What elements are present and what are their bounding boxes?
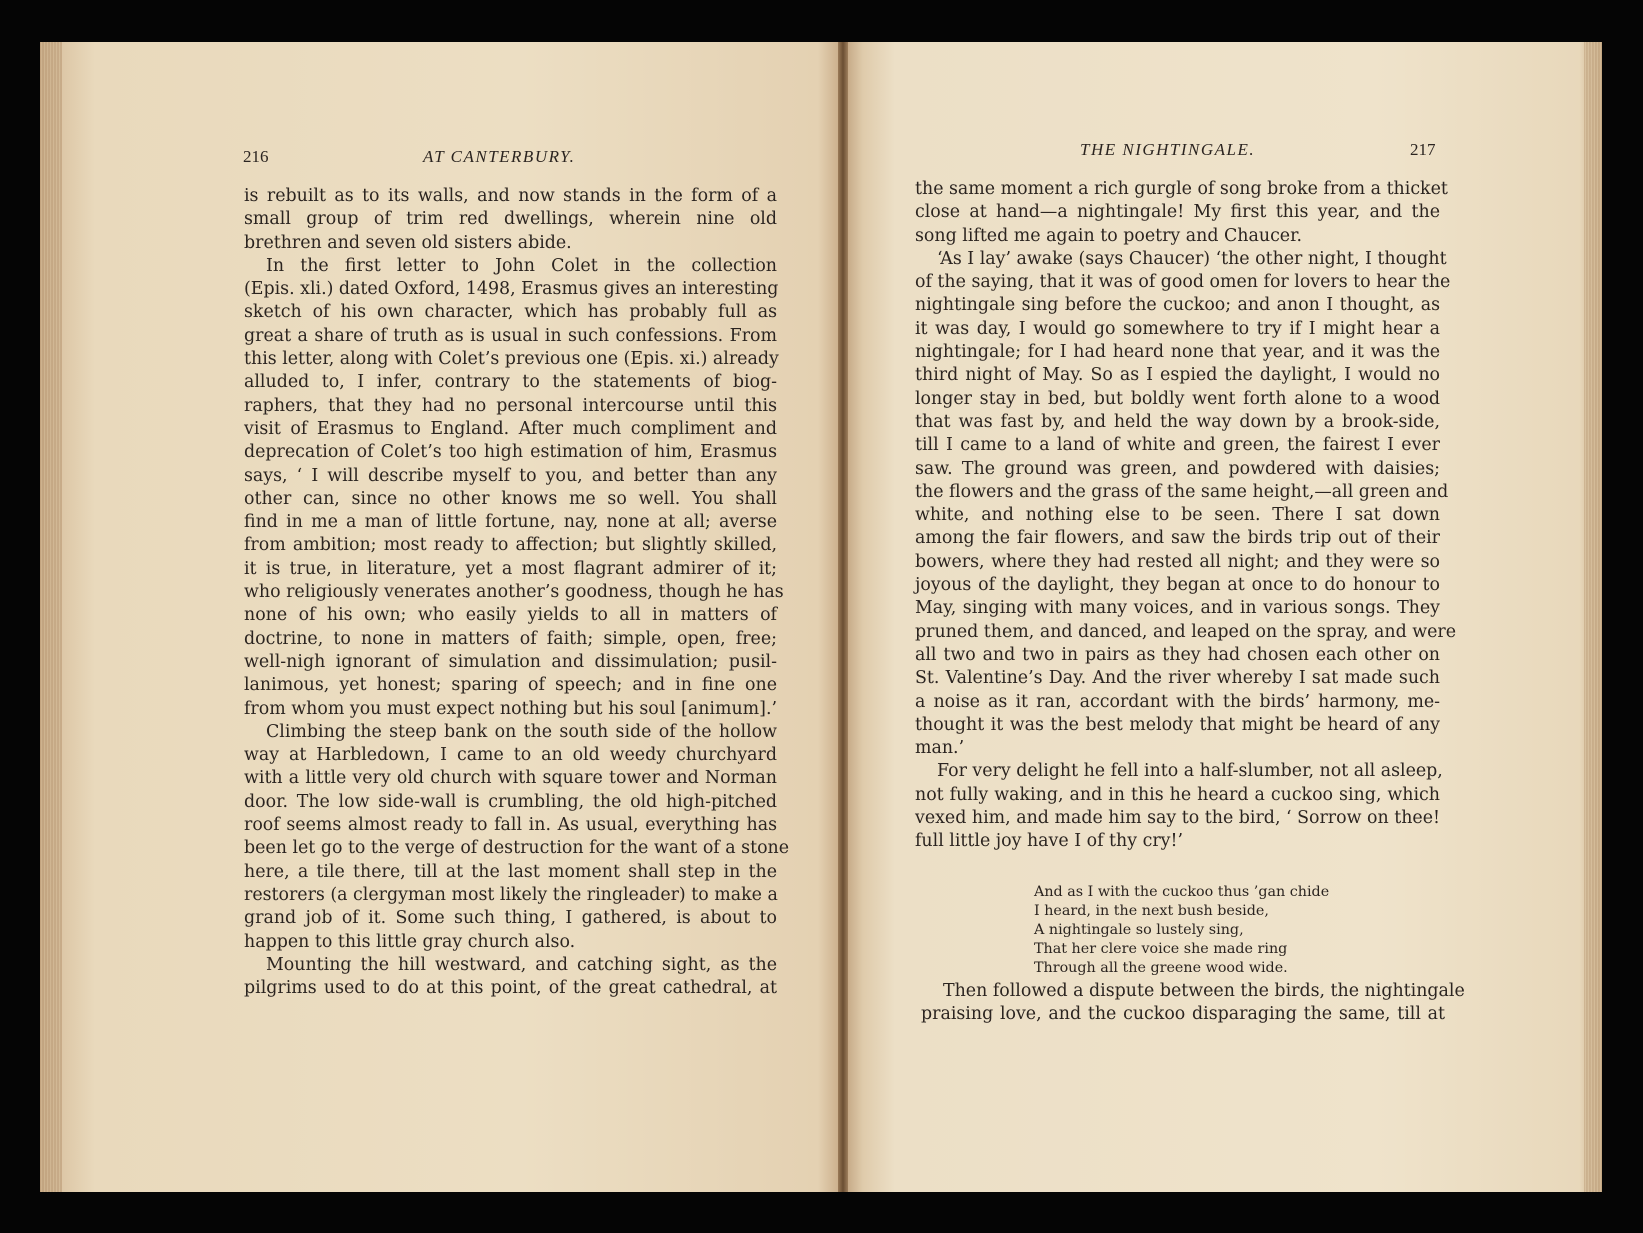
text-line: lanimous, yet honest; sparing of speech; and in fine one (244, 675, 777, 696)
text-line: till I came to a land of white and green, the fairest I ever (915, 435, 1440, 456)
text-line: here, a tile there, till at the last moment shall step in the (244, 861, 777, 882)
text-line: For very delight he fell into a half-slumber, not all asleep, (937, 761, 1443, 782)
text-line: full little joy have I of thy cry!’ (915, 831, 1183, 852)
text-line: who religiously venerates another’s goodness, though he has (244, 582, 784, 603)
text-line: not fully waking, and in this he heard a cuckoo sing, which (915, 784, 1440, 805)
text-line: way at Harbledown, I came to an old weedy churchyard (244, 745, 777, 766)
text-line: roof seems almost ready to fall in. As usual, everything has (244, 815, 777, 836)
right-page-number: 217 (1410, 140, 1436, 159)
text-line: close at hand—a nightingale! My first this year, and the (915, 202, 1440, 223)
text-line: from ambition; most ready to affection; but slightly skilled, (244, 535, 777, 556)
text-line: grand job of it. Some such thing, I gathered, is about to (244, 908, 777, 929)
text-line: In the first letter to John Colet in the collection (266, 255, 777, 276)
text-line: white, and nothing else to be seen. There I sat down (915, 505, 1440, 526)
text-line: is rebuilt as to its walls, and now stands in the form of a (244, 186, 777, 206)
text-line: sketch of his own character, which has probably full as (244, 302, 777, 323)
text-line: longer stay in bed, but boldly went forth alone to a wood (915, 388, 1440, 409)
text-line: Climbing the steep bank on the south side of the hollow (266, 721, 777, 742)
text-line: a noise as it ran, accordant with the birds’ harmony, me- (915, 691, 1440, 712)
text-line: song lifted me again to poetry and Chaucer. (915, 225, 1303, 246)
text-line: it is true, in literature, yet a most flagrant admirer of it; (244, 558, 777, 579)
text-line: the same moment a rich gurgle of song broke from a thicket (915, 179, 1448, 199)
right-page-body-continued (921, 980, 1465, 1027)
text-line: nightingale sing before the cuckoo; and anon I thought, as (915, 295, 1440, 316)
text-line: restorers (a clergyman most likely the ringleader) to make a (244, 884, 778, 905)
text-line: all two and two in pairs as they had chosen each other on (915, 644, 1440, 665)
text-line: May, singing with many voices, and in various songs. They (915, 598, 1440, 619)
text-line: doctrine, to none in matters of faith; simple, open, free; (244, 628, 777, 649)
left-page-body (244, 185, 790, 1000)
text-line: it was day, I would go somewhere to try if I might hear a (915, 318, 1440, 339)
chaucer-verse (1034, 883, 1329, 978)
text-line: well-nigh ignorant of simulation and dissimulation; pusil- (244, 651, 777, 672)
verse-line: I heard, in the next bush beside, (1034, 903, 1269, 919)
text-line: St. Valentine’s Day. And the river whereby I sat made such (915, 668, 1440, 689)
text-line: other can, since no other knows me so well. You shall (244, 488, 777, 509)
verse-line: A nightingale so lustely sing, (1034, 922, 1244, 938)
verse-line: And as I with the cuckoo thus ’gan chide (1034, 884, 1330, 900)
text-line: praising love, and the cuckoo disparaging the same, till at (921, 1004, 1445, 1025)
text-line: pilgrims used to do at this point, of the great cathedral, at (244, 978, 777, 999)
text-line: among the fair flowers, and saw the birds trip out of their (915, 528, 1440, 549)
text-line: happen to this little gray church also. (244, 931, 576, 952)
left-page-number: 216 (243, 147, 269, 166)
text-line: bowers, where they had rested all night; and they were so (915, 551, 1440, 572)
text-line: alluded to, I infer, contrary to the statements of biog- (244, 372, 777, 393)
text-line: vexed him, and made him say to the bird, ‘ Sorrow on thee! (915, 808, 1440, 829)
text-line: find in me a man of little fortune, nay, none at all; averse (244, 512, 777, 533)
right-page-edges (1584, 42, 1602, 1192)
book-gutter (838, 42, 848, 1192)
text-line: third night of May. So as I espied the daylight, I would no (915, 365, 1440, 386)
text-line: been let go to the verge of destruction for the want of a stone (244, 838, 790, 859)
text-line: (Epis. xli.) dated Oxford, 1498, Erasmus gives an interesting (244, 279, 779, 300)
left-running-head: AT CANTERBURY. (423, 147, 576, 166)
text-line: great a share of truth as is usual in such confessions. From (244, 325, 777, 346)
right-running-head: THE NIGHTINGALE. (1080, 140, 1256, 159)
text-line: from whom you must expect nothing but his soul [animum].’ (244, 698, 777, 719)
text-line: ‘As I lay’ awake (says Chaucer) ‘the other night, I thought (937, 248, 1447, 269)
text-line: brethren and seven old sisters abide. (244, 232, 572, 253)
left-page-edges (40, 42, 62, 1192)
text-line: door. The low side-wall is crumbling, the old high-pitched (244, 791, 777, 812)
text-line: small group of trim red dwellings, wherein nine old (244, 209, 777, 230)
text-line: thought it was the best melody that might be heard of any (915, 714, 1440, 735)
text-line: man.’ (915, 738, 965, 759)
text-line: joyous of the daylight, they began at once to do honour to (915, 575, 1440, 596)
text-line: nightingale; for I had heard none that year, and it was the (915, 342, 1440, 363)
verse-line: Through all the greene wood wide. (1034, 960, 1288, 976)
text-line: none of his own; who easily yields to all in matters of (244, 605, 777, 626)
text-line: deprecation of Colet’s too high estimation of him, Erasmus (244, 442, 777, 463)
text-line: visit of Erasmus to England. After much compliment and (244, 418, 777, 439)
text-line: pruned them, and danced, and leaped on the spray, and were (915, 621, 1457, 642)
text-line: with a little very old church with square tower and Norman (244, 768, 777, 789)
text-line: Then followed a dispute between the birds, the nightingale (943, 981, 1465, 1001)
right-page-body (915, 178, 1457, 854)
text-line: says, ‘ I will describe myself to you, and better than any (244, 465, 777, 486)
text-line: this letter, along with Colet’s previous one (Epis. xi.) already (244, 349, 779, 370)
text-line: the flowers and the grass of the same height,—all green and (915, 481, 1449, 502)
text-line: saw. The ground was green, and powdered with daisies; (915, 458, 1440, 479)
text-line: that was fast by, and held the way down by a brook-side, (915, 411, 1440, 432)
text-line: raphers, that they had no personal intercourse until this (244, 395, 777, 416)
text-line: Mounting the hill westward, and catching sight, as the (266, 954, 777, 975)
text-line: of the saying, that it was of good omen for lovers to hear the (915, 272, 1451, 293)
verse-line: That her clere voice she made ring (1034, 941, 1288, 957)
